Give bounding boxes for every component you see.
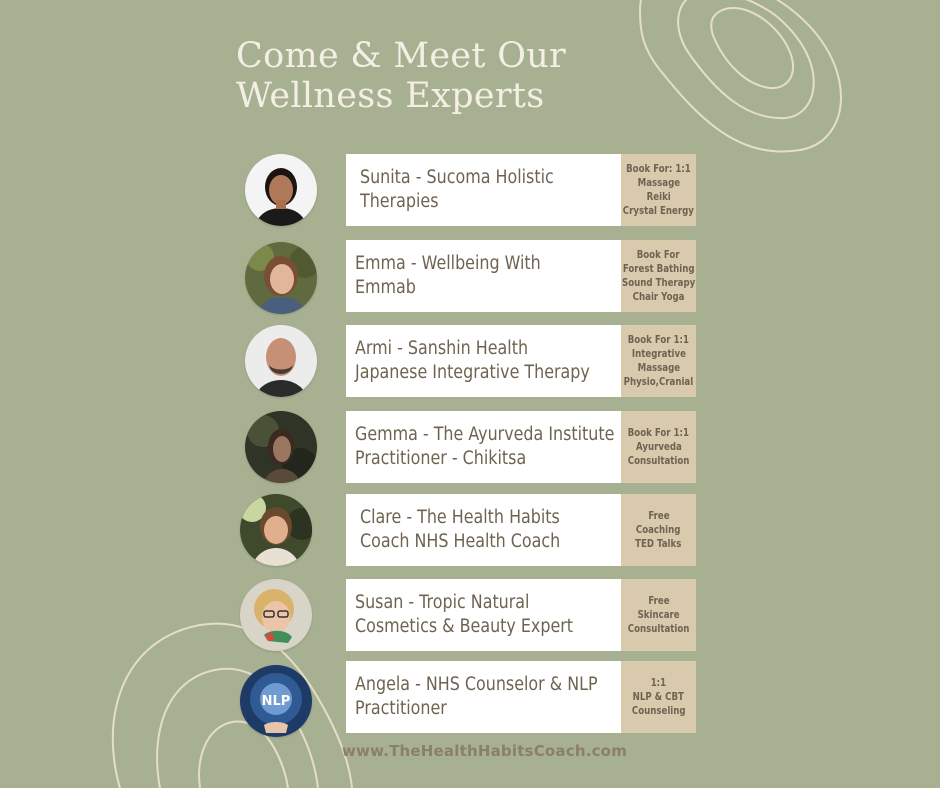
expert-row — [0, 240, 940, 314]
expert-name-panel — [346, 494, 624, 566]
expert-name: Angela - NHS Counselor & NLP Practitioner — [355, 674, 598, 719]
avatar — [245, 411, 317, 483]
expert-row — [0, 154, 940, 228]
page-title — [236, 36, 566, 116]
booking-info: Free Skincare Consultation — [621, 579, 696, 651]
expert-name: Sunita - Sucoma Holistic Therapies — [360, 167, 554, 212]
expert-name: Emma - Wellbeing With Emmab — [355, 253, 541, 298]
avatar — [245, 242, 317, 314]
booking-info: Book For Forest Bathing Sound Therapy Chair Yoga — [621, 240, 696, 312]
booking-info: Book For 1:1 Integrative Massage Physio,Cranial — [621, 325, 696, 397]
expert-row — [0, 325, 940, 399]
expert-name: Susan - Tropic Natural Cosmetics & Beauty Expert — [355, 592, 574, 637]
expert-row — [0, 411, 940, 485]
avatar — [240, 494, 312, 566]
expert-name-panel — [346, 240, 624, 312]
avatar — [245, 154, 317, 226]
booking-info: 1:1 NLP & CBT Counseling — [621, 661, 696, 733]
expert-name-panel — [346, 154, 624, 226]
avatar — [240, 665, 312, 737]
title-line-1: Come & Meet Our — [236, 36, 567, 76]
title-line-2: Wellness Experts — [236, 76, 545, 116]
expert-row — [0, 661, 940, 735]
website-link[interactable]: www.TheHealthHabitsCoach.com — [342, 742, 628, 760]
booking-info: Book For 1:1 Ayurveda Consultation — [621, 411, 696, 483]
expert-name: Armi - Sanshin Health Japanese Integrative Therapy — [355, 338, 590, 383]
booking-info: Free Coaching TED Talks — [621, 494, 696, 566]
avatar-label: NLP — [261, 694, 291, 709]
expert-name: Gemma - The Ayurveda Institute Practitioner - Chikitsa — [355, 424, 615, 469]
avatar — [245, 325, 317, 397]
avatar — [240, 579, 312, 651]
expert-name-panel — [346, 325, 624, 397]
expert-name-panel — [346, 579, 624, 651]
expert-name-panel — [346, 411, 624, 483]
booking-info: Book For: 1:1 Massage Reiki Crystal Energy — [621, 154, 696, 226]
expert-row — [0, 494, 940, 568]
expert-name: Clare - The Health Habits Coach NHS Health Coach — [360, 507, 561, 552]
expert-row — [0, 579, 940, 653]
expert-name-panel — [346, 661, 624, 733]
